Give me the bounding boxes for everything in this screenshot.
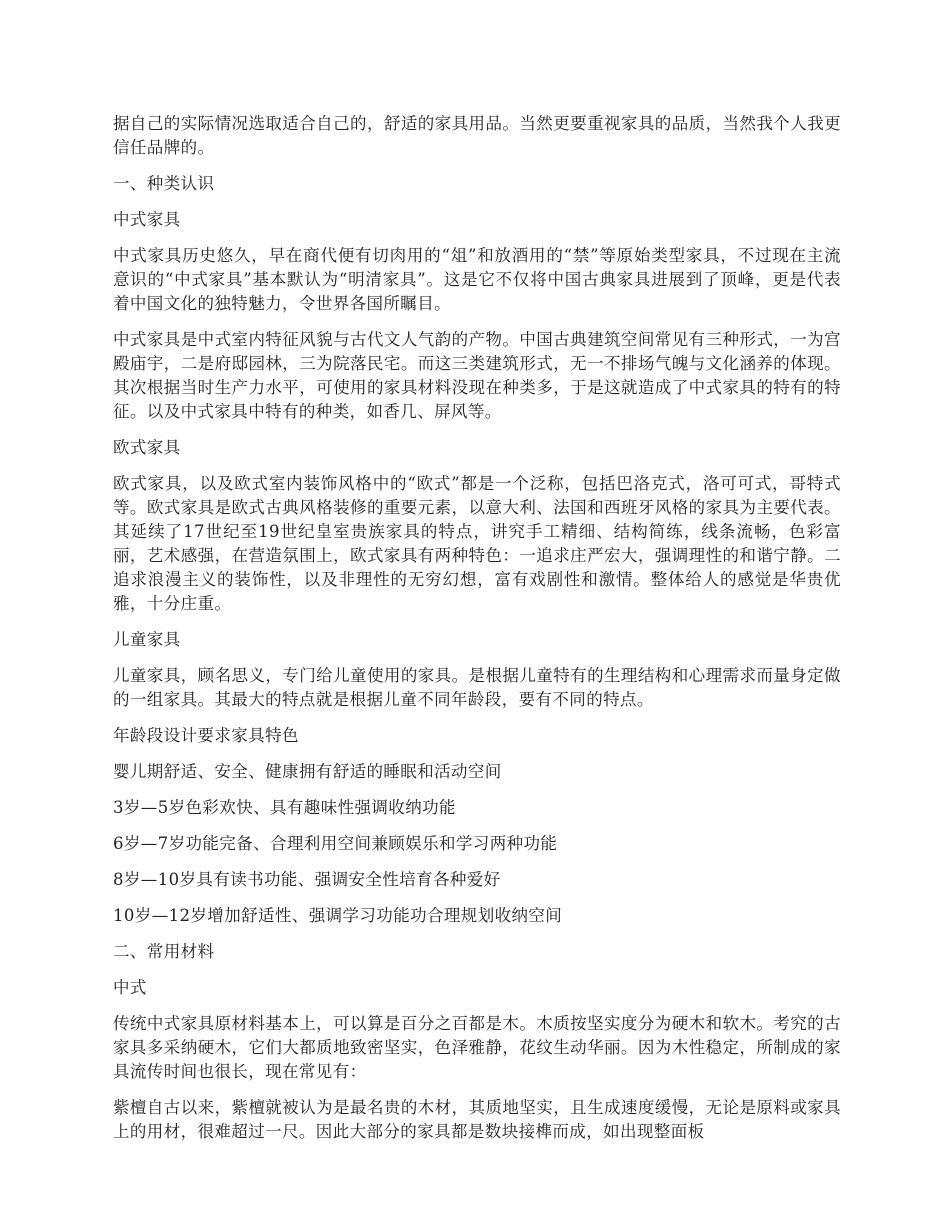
age-row-8-10: 8岁—10岁具有读书功能、强调安全性培育各种爱好 <box>113 870 501 889</box>
paragraph-chinese-materials: 传统中式家具原材料基本上，可以算是百分之百都是木。木质按坚实度分为硬木和软木。考究的古家具多采纳硬木，它们大都质地致密坚实，色泽雅静，花纹生动华丽。因为木性稳定，所制成的家具流传时间也很长，现在常见有： <box>113 1014 841 1081</box>
document-body <box>113 112 841 1156</box>
paragraph-red-sandalwood: 紫檀自古以来，紫檀就被认为是最名贵的木材，其质地坚实，且生成速度缓慢，无论是原料或家具上的用材，很难超过一尺。因此大部分的家具都是数块接榫而成，如出现整面板 <box>113 1098 841 1141</box>
paragraph-intro-continuation: 据自己的实际情况选取适合自己的，舒适的家具用品。当然更要重视家具的品质，当然我个人我更信任品牌的。 <box>113 114 841 157</box>
age-row-3-5: 3岁—5岁色彩欢快、具有趣味性强调收纳功能 <box>113 798 456 817</box>
subheading-children-furniture: 儿童家具 <box>113 630 181 649</box>
subheading-european-furniture: 欧式家具 <box>113 438 181 457</box>
section-heading-types: 一、种类认识 <box>113 174 215 193</box>
paragraph-children-description: 儿童家具，顾名思义，专门给儿童使用的家具。是根据儿童特有的生理结构和心理需求而量身定做的一组家具。其最大的特点就是根据儿童不同年龄段，要有不同的特点。 <box>113 666 841 709</box>
paragraph-chinese-history: 中式家具历史悠久，早在商代便有切肉用的“俎”和放酒用的“禁”等原始类型家具，不过现在主流意识的“中式家具”基本默认为“明清家具”。这是它不仅将中国古典家具进展到了顶峰，更是代表着中国文化的独特魅力，令世界各国所瞩目。 <box>113 246 841 313</box>
age-table-header: 年龄段设计要求家具特色 <box>113 726 299 745</box>
age-row-infant: 婴儿期舒适、安全、健康拥有舒适的睡眠和活动空间 <box>113 762 502 781</box>
subheading-chinese-materials: 中式 <box>113 978 147 997</box>
age-row-10-12: 10岁—12岁增加舒适性、强调学习功能功合理规划收纳空间 <box>113 906 563 925</box>
paragraph-european-description: 欧式家具，以及欧式室内装饰风格中的“欧式”都是一个泛称，包括巴洛克式，洛可可式，哥特式等。欧式家具是欧式古典风格装修的重要元素，以意大利、法国和西班牙风格的家具为主要代表。其延续了17世纪至19世纪皇室贵族家具的特点，讲究手工精细、结构简练，线条流畅，色彩富丽，艺术感强，在营造氛围上，欧式家具有两种特色：一追求庄严宏大，强调理性的和谐宁静。二追求浪漫主义的装饰性，以及非理性的无穷幻想，富有戏剧性和激情。整体给人的感觉是华贵优雅，十分庄重。 <box>113 474 841 613</box>
subheading-chinese-furniture: 中式家具 <box>113 210 181 229</box>
paragraph-chinese-features: 中式家具是中式室内特征风貌与古代文人气韵的产物。中国古典建筑空间常见有三种形式，一为宫殿庙宇，二是府邸园林，三为院落民宅。而这三类建筑形式，无一不排场气魄与文化涵养的体现。其次根据当时生产力水平，可使用的家具材料没现在种类多，于是这就造成了中式家具的特有的特征。以及中式家具中特有的种类，如香几、屏风等。 <box>113 330 841 421</box>
age-row-6-7: 6岁—7岁功能完备、合理利用空间兼顾娱乐和学习两种功能 <box>113 834 558 853</box>
section-heading-materials: 二、常用材料 <box>113 942 215 961</box>
